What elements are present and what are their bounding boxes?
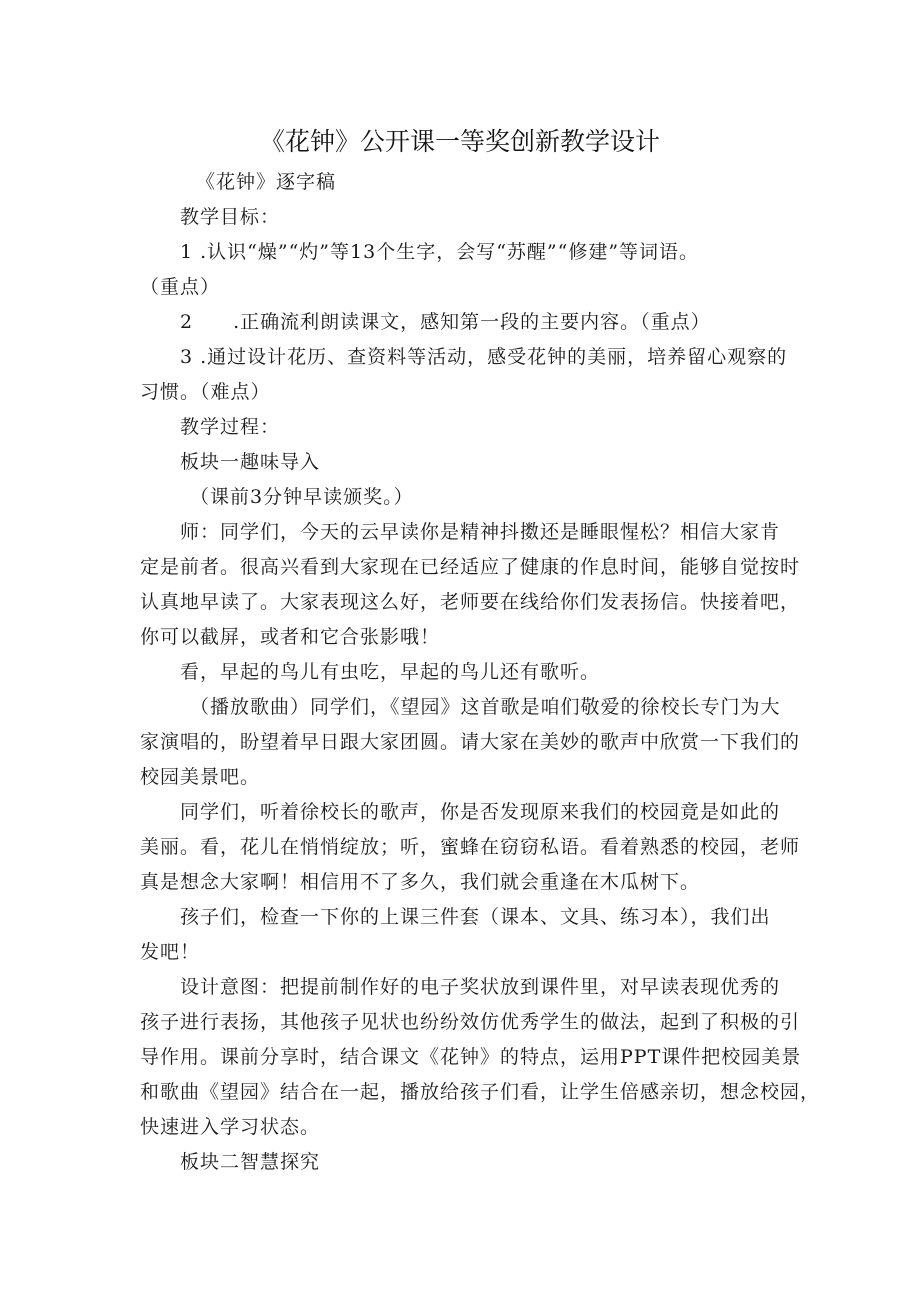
subtitle-line: 《花钟》逐字稿: [196, 171, 337, 193]
document-title: 《花钟》公开课一等奖创新教学设计: [259, 127, 660, 156]
paragraph-line: 设计意图：把提前制作好的电子奖状放到课件里，对早读表现优秀的: [180, 976, 781, 998]
paragraph-line: 发吧！: [140, 941, 201, 963]
paragraph-line: 孩子们，检查一下你的上课三件套（课本、文具、练习本），我们出: [180, 906, 771, 928]
section-heading: 板块二智慧探究: [180, 1151, 321, 1173]
paragraph-line: 看，早起的鸟儿有虫吃，早起的鸟儿还有歌听。: [180, 661, 601, 683]
paragraph-line: 美丽。看，花儿在悄悄绽放；听，蜜蜂在窃窃私语。看着熟悉的校园，老师: [140, 836, 801, 858]
paragraph-line: 教学过程：: [180, 416, 281, 438]
paragraph-line: 真是想念大家啊！相信用不了多久，我们就会重逢在木瓜树下。: [140, 871, 701, 893]
paragraph-line: 1 .认识“燥”“灼”等13个生字，会写“苏醒”“修建”等词语。: [180, 241, 700, 263]
paragraph-line: （播放歌曲）同学们，《望园》这首歌是咱们敬爱的徐校长专门为大: [190, 696, 781, 718]
paragraph-line: 认真地早读了。大家表现这么好，老师要在线给你们发表扬信。快接着吧，: [140, 591, 801, 613]
paragraph-line: 师：同学们，今天的云早读你是精神抖擞还是睡眼惺松？相信大家肯: [180, 521, 781, 543]
paragraph-line: 教学目标：: [180, 206, 281, 228]
paragraph-line: 同学们，听着徐校长的歌声，你是否发现原来我们的校园竟是如此的: [180, 801, 781, 823]
paragraph-line: 定是前者。很高兴看到大家现在已经适应了健康的作息时间，能够自觉按时: [140, 556, 801, 578]
paragraph-line: （课前3分钟早读颁奖。）: [190, 486, 414, 508]
paragraph-line: （重点）: [140, 276, 221, 298]
section-heading: 板块一趣味导入: [180, 451, 321, 473]
paragraph-line: 家演唱的，盼望着早日跟大家团圆。请大家在美妙的歌声中欣赏一下我们的: [140, 731, 801, 753]
paragraph-line: 和歌曲《望园》结合在一起，播放给孩子们看，让学生倍感亲切，想念校园，: [140, 1081, 821, 1103]
paragraph-line: 孩子进行表扬，其他孩子见状也纷纷效仿优秀学生的做法，起到了积极的引: [140, 1011, 801, 1033]
paragraph-line: 2 .正确流利朗读课文，感知第一段的主要内容。（重点）: [180, 311, 711, 333]
paragraph-line: 习惯。（难点）: [140, 381, 271, 403]
paragraph-line: 导作用。课前分享时，结合课文《花钟》的特点，运用PPT课件把校园美景: [140, 1046, 802, 1068]
paragraph-line: 快速进入学习状态。: [140, 1116, 321, 1138]
paragraph-line: 你可以截屏，或者和它合张影哦！: [140, 626, 441, 648]
paragraph-line: 3 .通过设计花历、查资料等活动，感受花钟的美丽，培养留心观察的: [180, 346, 788, 368]
paragraph-line: 校园美景吧。: [140, 766, 261, 788]
